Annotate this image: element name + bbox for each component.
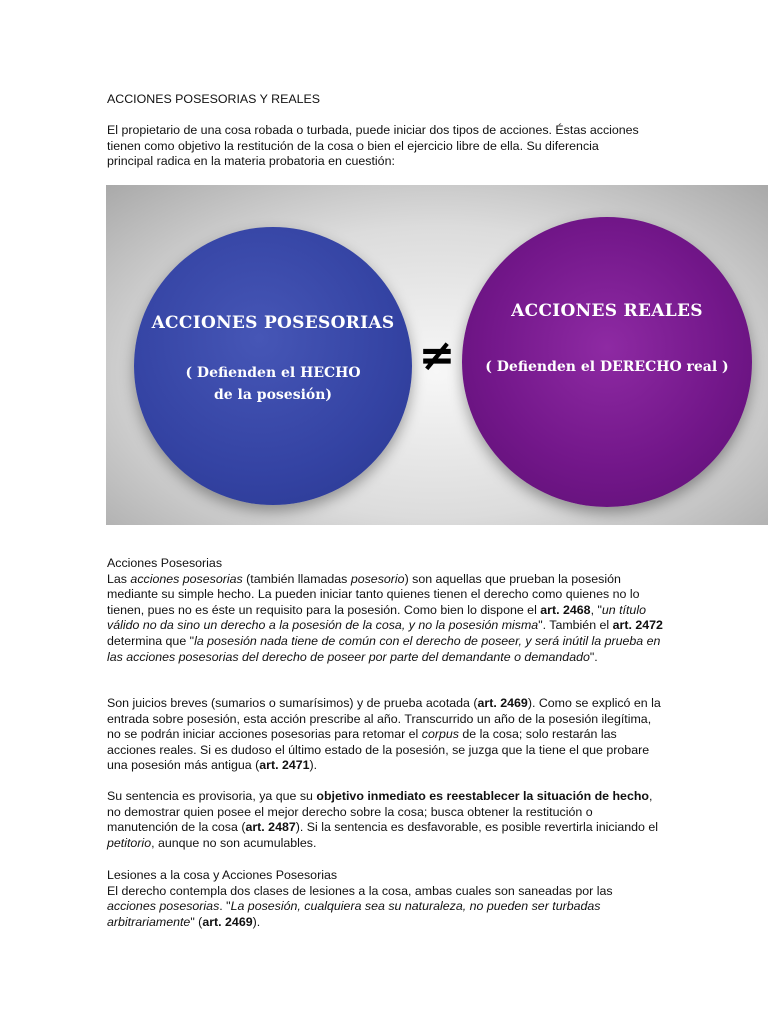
article-ref: art. 2469 [477, 696, 528, 710]
article-ref: art. 2468 [540, 602, 591, 617]
section-heading: Lesiones a la cosa y Acciones Posesorias [107, 868, 338, 882]
article-ref: art. 2471 [259, 758, 310, 773]
circle-subtitle: ( Defienden el DERECHO real ) [485, 359, 729, 375]
intro-paragraph: El propietario de una cosa robada o turbada, puede iniciar dos tipos de acciones. Éstas acciones tienen como objetivo la restitución de la cosa o bien el ejercicio libre de ella. Su diferencia principal radica en la materia probatoria en cuestión: [107, 123, 639, 169]
section-acciones-posesorias [107, 556, 663, 665]
article-ref: art. 2469 [202, 914, 253, 929]
article-ref: art. 2472 [612, 618, 663, 633]
section-heading: Acciones Posesorias [107, 556, 223, 570]
circle-subtitle: ( Defienden el HECHO de la posesión) [185, 365, 361, 403]
section-juicios [107, 696, 663, 774]
article-ref: art. 2487 [245, 820, 296, 835]
paragraph: Son juicios breves (sumarios o sumarísimos) y de prueba acotada (art. 2469). Como se explicó en la entrada sobre posesión, esta acción prescribe al año. Transcurrido un año de la posesión ilegítima, no se podrán iniciar acciones posesorias para retomar el corpus de la cosa; solo restarán las acciones reales. Si es dudoso el último estado de la posesión, se juzga que la tiene el que probare una posesión más antigua (art. 2471). [107, 696, 661, 773]
paragraph: Su sentencia es provisoria, ya que su objetivo inmediato es reestablecer la situación de hecho, no demostrar quien posee el mejor derecho sobre la cosa; busca obtener la restitución o manutención de la cosa (art. 2487). Si la sentencia es desfavorable, es posible revertirla iniciando el petitorio, aunque no son acumulables. [107, 789, 659, 850]
circle-title: ACCIONES REALES [511, 301, 703, 321]
acciones-reales-circle [462, 217, 752, 507]
section-sentencia [107, 789, 663, 851]
document-title: ACCIONES POSESORIAS Y REALES [107, 92, 321, 106]
section-lesiones [107, 868, 663, 930]
paragraph: El derecho contempla dos clases de lesiones a la cosa, ambas cuales son saneadas por las acciones posesorias. "La posesión, cualquiera sea su naturaleza, no pueden ser turbadas arbitrariamente" (art. 2469). [107, 883, 613, 929]
circle-title: ACCIONES POSESORIAS [151, 313, 395, 333]
comparison-figure [106, 185, 768, 525]
paragraph: Las acciones posesorias (también llamadas posesorio) son aquellas que prueban la posesión mediante su simple hecho. La pueden iniciar tanto quienes tienen el derecho como quienes no lo tienen, pues no es éste un requisito para la posesión. Como bien lo dispone el art. 2468, "un título válido no da sino un derecho a la posesión de la cosa, y no la posesión misma". También el art. 2472 determina que "la posesión nada tiene de común con el derecho de poseer, y será inútil la prueba en las acciones posesorias del derecho de poseer por parte del demandante o demandado". [107, 571, 663, 664]
acciones-posesorias-circle [134, 227, 412, 505]
not-equal-icon: ≠ [418, 330, 456, 381]
